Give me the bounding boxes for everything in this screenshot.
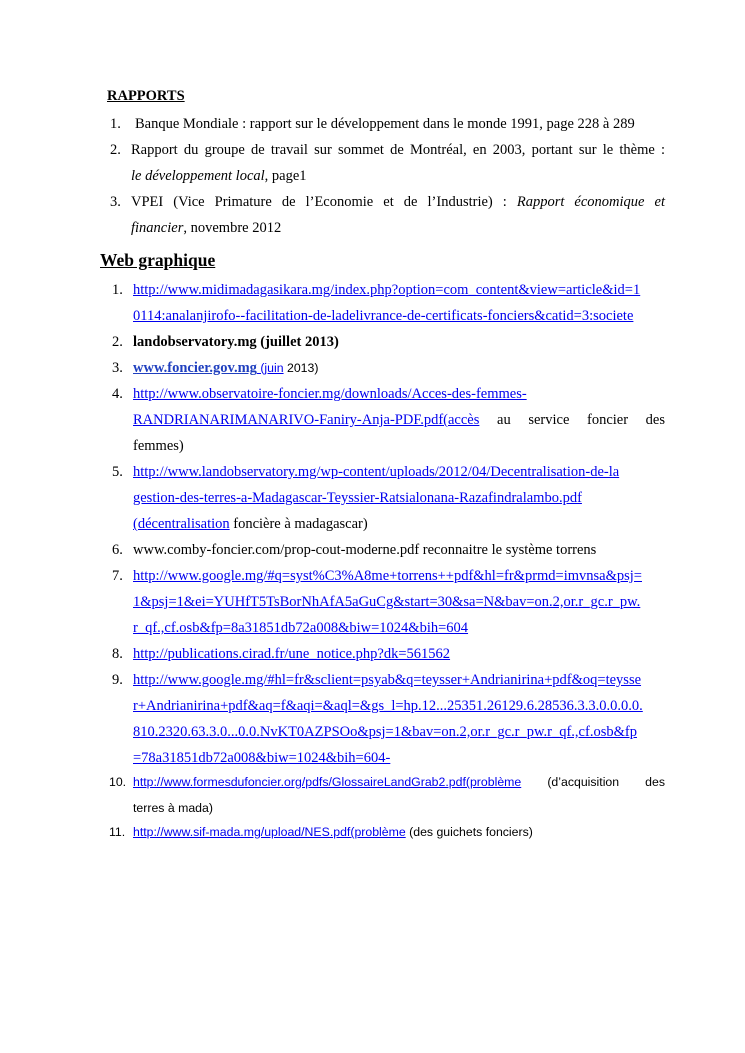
- web-text: 2013): [283, 361, 319, 375]
- web-number: 4.: [112, 386, 123, 402]
- web-link[interactable]: www.foncier.gov.mg: [133, 360, 257, 376]
- web-text: foncière à madagascar): [229, 516, 368, 532]
- web-number: 10.: [109, 775, 127, 789]
- web-text: au service foncier des: [497, 412, 665, 428]
- rapport-text-italic: Rapport économique et: [516, 194, 665, 210]
- web-heading: Web graphique: [100, 250, 216, 270]
- rapport-text: VPEI (Vice Primature de l’Economie et de l’Industrie) :: [131, 194, 517, 210]
- web-link[interactable]: http://www.formesdufoncier.org/pdfs/GlossaireLandGrab2.pdf(problème: [133, 775, 522, 789]
- rapport-text: Banque Mondiale : rapport sur le développement dans le monde 1991, page 228 à 289: [135, 116, 635, 132]
- rapport-text: , novembre 2012: [183, 220, 282, 236]
- web-text: www.comby-foncier.com/prop-cout-moderne.pdf reconnaitre le système torrens: [133, 542, 597, 558]
- web-link[interactable]: =78a31851db72a008&biw=1024&bih=604-: [133, 750, 391, 766]
- web-text: landobservatory.mg (juillet 2013): [133, 334, 339, 350]
- web-link[interactable]: r_qf.,cf.osb&fp=8a31851db72a008&biw=1024&bih=604: [133, 620, 469, 636]
- rapport-number: 3.: [110, 194, 121, 210]
- rapport-number: 2.: [110, 142, 121, 158]
- web-text: (d’acquisition des: [547, 775, 666, 789]
- web-link[interactable]: http://www.observatoire-foncier.mg/downloads/Acces-des-femmes-: [133, 386, 527, 402]
- web-link[interactable]: 1&psj=1&ei=YUHfT5TsBorNhAfA5aGuCg&start=30&sa=N&bav=on.2,or.r_gc.r_pw.: [133, 594, 641, 610]
- web-number: 2.: [112, 334, 123, 350]
- web-text: terres à mada): [133, 801, 213, 815]
- web-number: 9.: [112, 672, 123, 688]
- web-link[interactable]: http://www.midimadagasikara.mg/index.php?option=com_content&view=article&id=1: [133, 282, 641, 298]
- web-number: 3.: [112, 360, 123, 376]
- web-link[interactable]: http://publications.cirad.fr/une_notice.php?dk=561562: [133, 646, 451, 662]
- web-link[interactable]: gestion-des-terres-a-Madagascar-Teyssier-Ratsialonana-Razafindralambo.pdf: [133, 490, 582, 506]
- web-link[interactable]: http://www.sif-mada.mg/upload/NES.pdf(problème: [133, 825, 406, 839]
- web-link[interactable]: (juin: [256, 361, 284, 375]
- web-link[interactable]: http://www.google.mg/#q=syst%C3%A8me+torrens++pdf&hl=fr&prmd=imvnsa&psj=: [133, 568, 642, 584]
- rapport-number: 1.: [110, 116, 121, 132]
- web-number: 6.: [112, 542, 123, 558]
- web-link[interactable]: r+Andrianirina+pdf&aq=f&aqi=&aql=&gs_l=hp.12...25351.26129.6.28536.3.3.0.0.0.0.: [133, 698, 643, 714]
- web-text: femmes): [133, 438, 184, 454]
- web-link[interactable]: http://www.google.mg/#hl=fr&sclient=psyab&q=teysser+Andrianirina+pdf&oq=teysse: [133, 672, 642, 688]
- web-number: 1.: [112, 282, 123, 298]
- rapport-text-italic: financier: [131, 220, 184, 236]
- rapport-text: Rapport du groupe de travail sur sommet de Montréal, en 2003, portant sur le thème :: [131, 142, 665, 158]
- web-number: 5.: [112, 464, 123, 480]
- web-link[interactable]: http://www.landobservatory.mg/wp-content/uploads/2012/04/Decentralisation-de-la: [133, 464, 620, 480]
- web-text: (des guichets fonciers): [405, 825, 533, 839]
- web-link[interactable]: (décentralisation: [133, 516, 230, 532]
- web-link[interactable]: 0114:analanjirofo--facilitation-de-ladelivrance-de-certificats-fonciers&catid=3:societe: [133, 308, 634, 324]
- web-link[interactable]: 810.2320.63.3.0...0.0.NvKT0AZPSOo&psj=1&bav=on.2,or.r_gc.r_pw.r_qf.,cf.osb&fp: [133, 724, 637, 740]
- web-number: 8.: [112, 646, 123, 662]
- rapport-text: , page1: [264, 168, 307, 184]
- web-number: 7.: [112, 568, 123, 584]
- rapport-text-italic: le développement local: [131, 168, 265, 184]
- web-number: 11.: [109, 825, 126, 839]
- rapports-heading: RAPPORTS: [107, 88, 185, 104]
- web-link[interactable]: RANDRIANARIMANARIVO-Faniry-Anja-PDF.pdf(accès: [133, 412, 480, 428]
